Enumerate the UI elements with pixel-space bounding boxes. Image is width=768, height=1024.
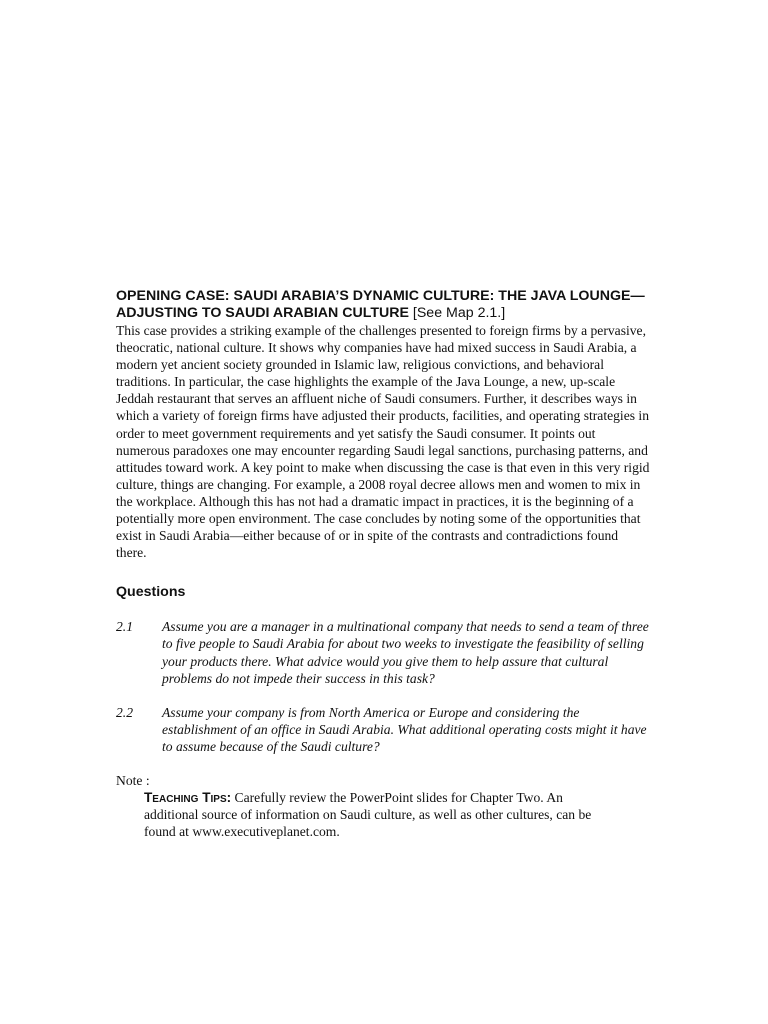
- question-item: [116, 704, 652, 755]
- map-reference: [See Map 2.1.]: [412, 305, 506, 321]
- question-number: 2.2: [116, 704, 133, 720]
- question-text: Assume your company is from North America or Europe and considering the establishment of an office in Saudi Arabia. What additional operating costs might it have to assume because of the Saudi culture?: [162, 704, 647, 754]
- document-page: [116, 288, 652, 840]
- question-item: [116, 618, 652, 686]
- teaching-tips-text: Carefully review the PowerPoint slides for Chapter Two. An additional source of information on Saudi culture, as well as other cultures, can be found at www.executiveplanet.com.: [144, 790, 592, 840]
- teaching-tips: [144, 789, 614, 840]
- teaching-tips-label: Teaching Tips:: [144, 790, 232, 806]
- question-number: 2.1: [116, 619, 133, 635]
- note-label: Note :: [116, 772, 150, 788]
- case-heading: [116, 288, 652, 322]
- case-title: OPENING CASE: SAUDI ARABIA’S DYNAMIC CULTURE: THE JAVA LOUNGE—ADJUSTING TO SAUDI ARABIAN CULTURE: [116, 288, 645, 321]
- questions-heading: Questions: [116, 584, 186, 601]
- case-summary: This case provides a striking example of the challenges presented to foreign firms by a pervasive, theocratic, national culture. It shows why companies have had mixed success in Saudi Arabia, a modern yet ancient society grounded in Islamic law, religious convictions, and behavioral traditions. In particular, the case highlights the example of the Java Lounge, a new, up-scale Jeddah restaurant that serves an affluent niche of Saudi consumers. Further, it describes ways in which a variety of foreign firms have adjusted their products, facilities, and operating strategies in order to meet government requirements and yet satisfy the Saudi consumer. It points out numerous paradoxes one may encounter regarding Saudi legal sanctions, purchasing patterns, and attitudes toward work. A key point to make when discussing the case is that even in this very rigid culture, things are changing. For example, a 2008 royal decree allows men and women to mix in the workplace. Although this has not had a dramatic impact in practices, it is the beginning of a potentially more open environment. The case concludes by noting some of the opportunities that exist in Saudi Arabia—either because of or in spite of the contrasts and contradictions found there.: [116, 323, 650, 561]
- question-text: Assume you are a manager in a multinational company that needs to send a team of three to five people to Saudi Arabia for about two weeks to investigate the feasibility of selling your products there. What advice would you give them to help assure that cultural problems do not impede their success in this task?: [162, 619, 649, 686]
